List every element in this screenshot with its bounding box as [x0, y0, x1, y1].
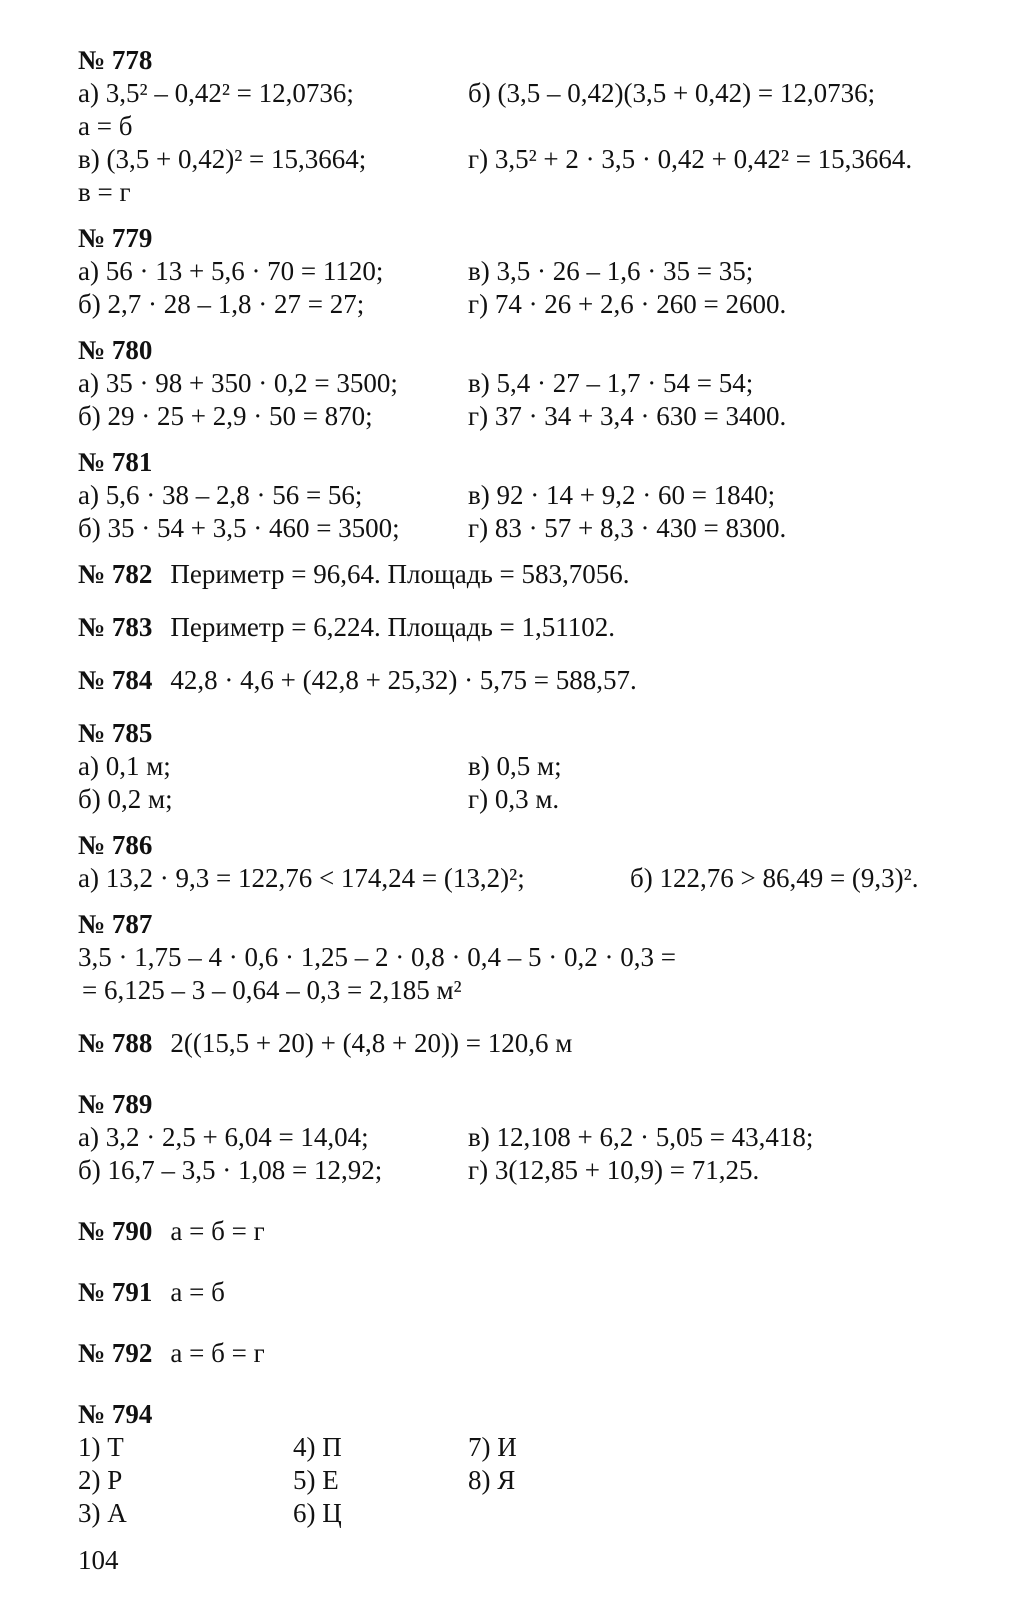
problem-794-item-8: 8) Я: [468, 1465, 516, 1495]
problem-791-text: а = б: [170, 1277, 225, 1307]
page-number: 104: [78, 1545, 119, 1575]
problem-794-row-1: [78, 1431, 1008, 1464]
problem-789-a: а) 3,2 · 2,5 + 6,04 = 14,04;: [78, 1122, 369, 1152]
problem-781-b: б) 35 · 54 + 3,5 · 460 = 3500;: [78, 513, 400, 543]
problem-786-title: № 786: [78, 830, 153, 860]
problem-780-b: б) 29 · 25 + 2,9 · 50 = 870;: [78, 401, 373, 431]
problem-790: [78, 1215, 1008, 1248]
problem-784: [78, 664, 1008, 697]
problem-786-row: [78, 862, 1008, 895]
problem-780-row-1: [78, 367, 1008, 400]
problem-786-a: а) 13,2 · 9,3 = 122,76 < 174,24 = (13,2)²;: [78, 863, 525, 893]
problem-778-eq2: в = г: [78, 177, 131, 207]
problem-785-row-1: [78, 750, 1008, 783]
problem-785-a: а) 0,1 м;: [78, 751, 171, 781]
problem-794-row-3: [78, 1497, 1008, 1530]
problem-794-row-2: [78, 1464, 1008, 1497]
problem-778-row-1: [78, 77, 1008, 110]
problem-778-b: б) (3,5 – 0,42)(3,5 + 0,42) = 12,0736;: [468, 78, 876, 108]
problem-787-line-2: = 6,125 – 3 – 0,64 – 0,3 = 2,185 м²: [82, 975, 462, 1005]
problem-791: [78, 1276, 1008, 1309]
page: [78, 44, 1008, 1577]
problem-789-b: б) 16,7 – 3,5 · 1,08 = 12,92;: [78, 1155, 383, 1185]
problem-778-eq1: а = б: [78, 111, 133, 141]
problem-789-g: г) 3(12,85 + 10,9) = 71,25.: [468, 1155, 760, 1185]
problem-789-v: в) 12,108 + 6,2 · 5,05 = 43,418;: [468, 1122, 814, 1152]
problem-791-title: № 791: [78, 1277, 153, 1307]
problem-794-item-1: 1) Т: [78, 1432, 124, 1462]
problem-788: [78, 1027, 1008, 1060]
problem-787-title: № 787: [78, 909, 153, 939]
problem-794-title: № 794: [78, 1399, 153, 1429]
problem-779-b: б) 2,7 · 28 – 1,8 · 27 = 27;: [78, 289, 365, 319]
problem-792: [78, 1337, 1008, 1370]
problem-782-text: Периметр = 96,64. Площадь = 583,7056.: [170, 559, 630, 589]
problem-790-text: а = б = г: [170, 1216, 265, 1246]
problem-785-g: г) 0,3 м.: [468, 784, 560, 814]
problem-785-b: б) 0,2 м;: [78, 784, 173, 814]
problem-789-row-1: [78, 1121, 1008, 1154]
problem-794-item-6: 6) Ц: [293, 1498, 342, 1528]
problem-782: [78, 558, 1008, 591]
problem-778-a: а) 3,5² – 0,42² = 12,0736;: [78, 78, 354, 108]
problem-784-text: 42,8 · 4,6 + (42,8 + 25,32) · 5,75 = 588,57.: [170, 665, 637, 695]
problem-779-a: а) 56 · 13 + 5,6 · 70 = 1120;: [78, 256, 384, 286]
problem-788-text: 2((15,5 + 20) + (4,8 + 20)) = 120,6 м: [170, 1028, 573, 1058]
problem-788-title: № 788: [78, 1028, 153, 1058]
problem-781-row-2: [78, 512, 1008, 545]
problem-778-row-2: [78, 143, 1008, 176]
problem-780-g: г) 37 · 34 + 3,4 · 630 = 3400.: [468, 401, 787, 431]
problem-794-item-3: 3) А: [78, 1498, 127, 1528]
problem-792-text: а = б = г: [170, 1338, 265, 1368]
problem-783-title: № 783: [78, 612, 153, 642]
problem-780-title: № 780: [78, 335, 153, 365]
problem-778-v: в) (3,5 + 0,42)² = 15,3664;: [78, 144, 367, 174]
problem-781-title: № 781: [78, 447, 153, 477]
problem-779-row-2: [78, 288, 1008, 321]
problem-784-title: № 784: [78, 665, 153, 695]
problem-794-item-4: 4) П: [293, 1432, 342, 1462]
problem-779-row-1: [78, 255, 1008, 288]
problem-781-g: г) 83 · 57 + 8,3 · 430 = 8300.: [468, 513, 787, 543]
problem-794-item-7: 7) И: [468, 1432, 517, 1462]
problem-779-g: г) 74 · 26 + 2,6 · 260 = 2600.: [468, 289, 787, 319]
problem-781-a: а) 5,6 · 38 – 2,8 · 56 = 56;: [78, 480, 363, 510]
problem-782-title: № 782: [78, 559, 153, 589]
problem-779-v: в) 3,5 · 26 – 1,6 · 35 = 35;: [468, 256, 754, 286]
problem-789-title: № 789: [78, 1089, 153, 1119]
problem-781-v: в) 92 · 14 + 9,2 · 60 = 1840;: [468, 480, 776, 510]
problem-779-title: № 779: [78, 223, 153, 253]
problem-789-row-2: [78, 1154, 1008, 1187]
problem-785-v: в) 0,5 м;: [468, 751, 562, 781]
problem-783: [78, 611, 1008, 644]
problem-794-item-5: 5) Е: [293, 1465, 339, 1495]
problem-781-row-1: [78, 479, 1008, 512]
problem-780-row-2: [78, 400, 1008, 433]
problem-785-title: № 785: [78, 718, 153, 748]
problem-785-row-2: [78, 783, 1008, 816]
problem-794-item-2: 2) Р: [78, 1465, 123, 1495]
problem-792-title: № 792: [78, 1338, 153, 1368]
problem-778-title: № 778: [78, 45, 153, 75]
problem-787-line-1: 3,5 · 1,75 – 4 · 0,6 · 1,25 – 2 · 0,8 · 0,4 – 5 · 0,2 · 0,3 =: [78, 942, 676, 972]
problem-778-g: г) 3,5² + 2 · 3,5 · 0,42 + 0,42² = 15,3664.: [468, 144, 913, 174]
problem-780-a: а) 35 · 98 + 350 · 0,2 = 3500;: [78, 368, 398, 398]
problem-780-v: в) 5,4 · 27 – 1,7 · 54 = 54;: [468, 368, 754, 398]
problem-786-b: б) 122,76 > 86,49 = (9,3)².: [630, 863, 919, 893]
problem-783-text: Периметр = 6,224. Площадь = 1,51102.: [170, 612, 616, 642]
problem-790-title: № 790: [78, 1216, 153, 1246]
